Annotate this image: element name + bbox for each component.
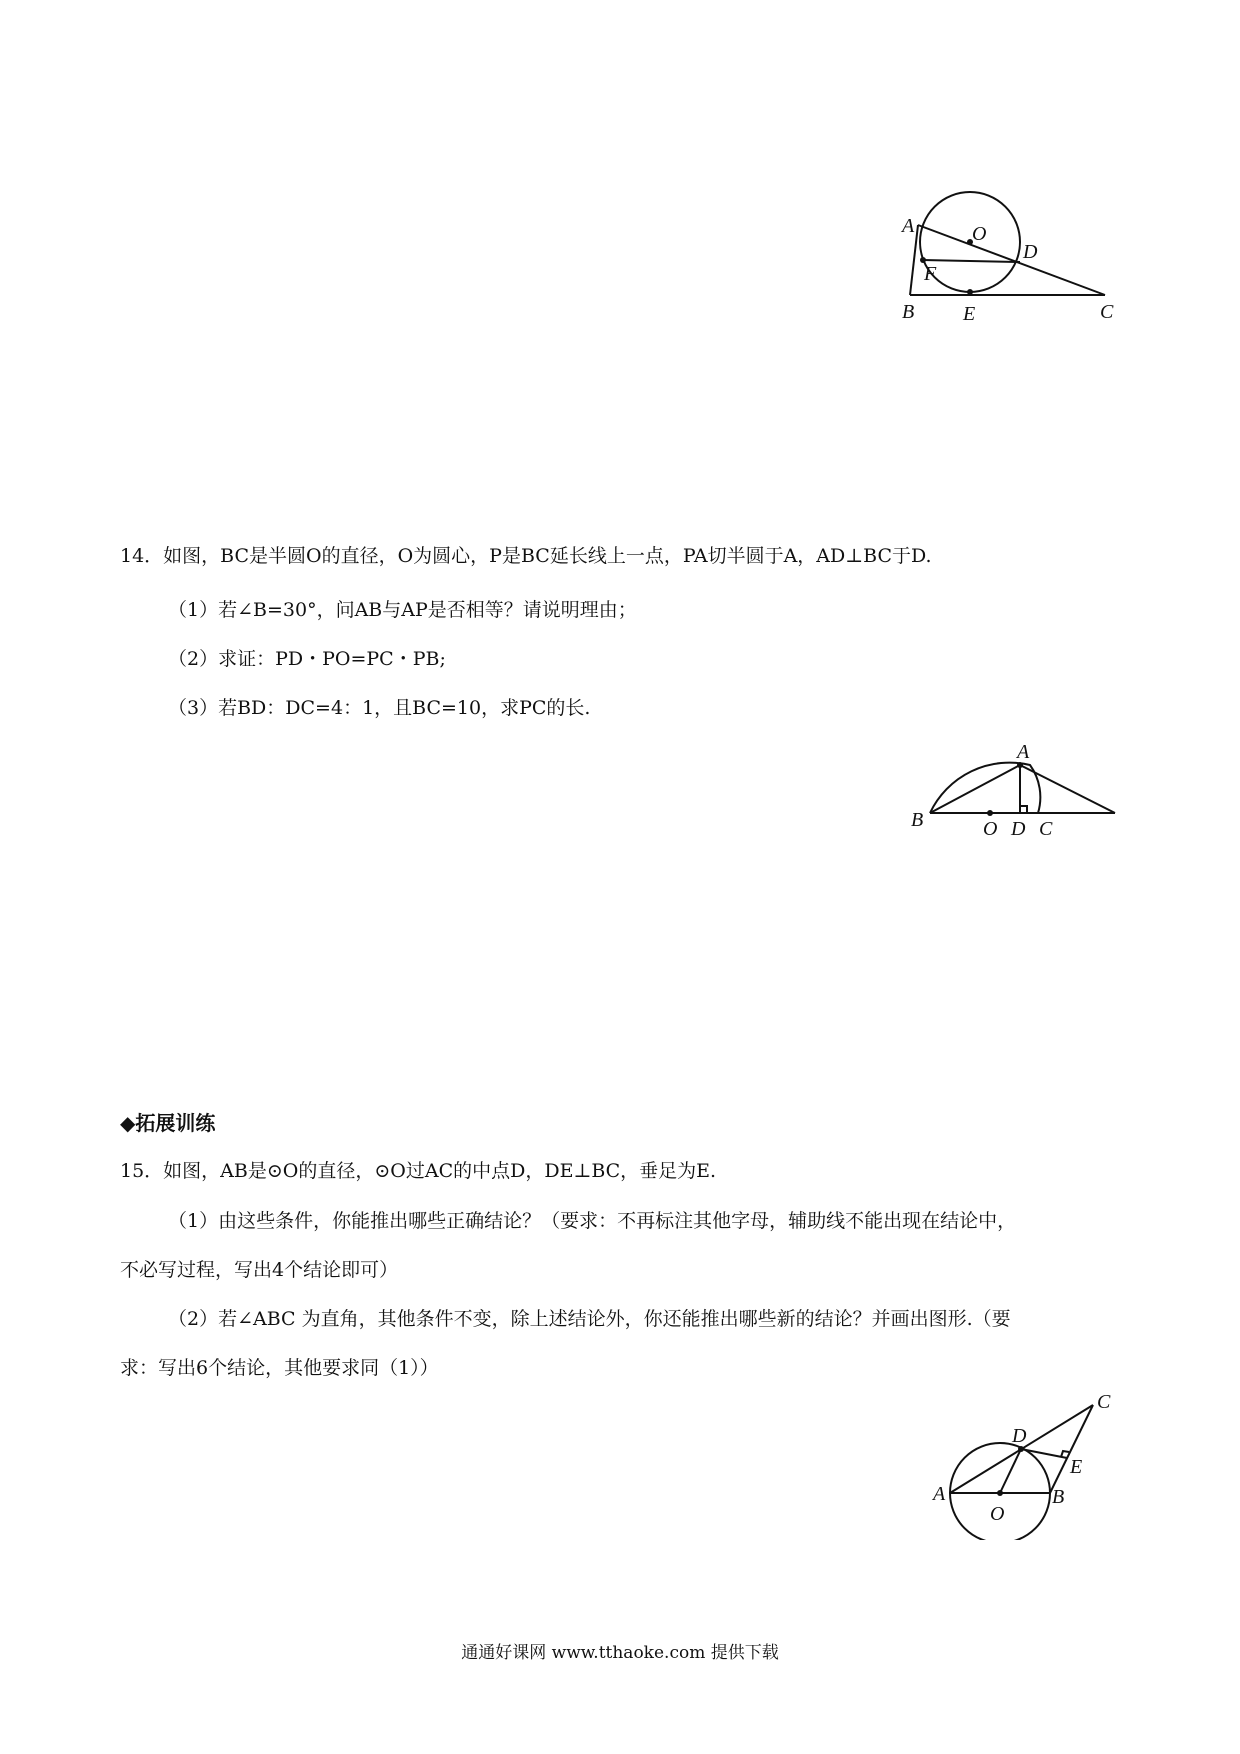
label-d: D (1011, 818, 1026, 840)
q14-part3: （3）若BD：DC=4：1，且BC=10，求PC的长. (168, 697, 591, 719)
q15-part1-line2: 不必写过程，写出4个结论即可） (120, 1259, 399, 1281)
q14-part2: （2）求证：PD・PO=PC・PB; (168, 648, 446, 670)
q14-stem: 14．如图，BC是半圆O的直径，O为圆心，P是BC延长线上一点，PA切半圆于A，AD⊥BC于D. (120, 545, 932, 567)
figure-q13 (880, 180, 1130, 330)
section-title: ◆拓展训练 (120, 1111, 216, 1135)
label-e: E (963, 303, 976, 325)
q14-part1: （1）若∠B=30°，问AB与AP是否相等？请说明理由； (168, 599, 637, 621)
label-b: B (911, 809, 924, 831)
q15-stem: 15．如图，AB是⊙O的直径，⊙O过AC的中点D，DE⊥BC，垂足为E. (120, 1160, 717, 1182)
label-d: D (1023, 241, 1038, 263)
label-b: B (1052, 1486, 1065, 1508)
figure-q14 (905, 740, 1125, 840)
label-c: C (1100, 301, 1114, 323)
label-o: O (972, 223, 987, 245)
label-a: A (933, 1483, 946, 1505)
label-d: D (1012, 1425, 1027, 1447)
label-e: E (1070, 1456, 1083, 1478)
label-b: B (902, 301, 915, 323)
label-o: O (990, 1503, 1005, 1525)
label-a: A (1017, 741, 1030, 763)
footer-text: 通通好课网 www.tthaoke.com 提供下载 (461, 1643, 779, 1663)
label-f: F (924, 263, 937, 285)
q15-part2-line1: （2）若∠ABC 为直角，其他条件不变，除上述结论外，你还能推出哪些新的结论？并画出图形.（要 (168, 1308, 1011, 1330)
label-o: O (983, 818, 998, 840)
figure-q15 (930, 1390, 1130, 1540)
label-c: C (1097, 1391, 1111, 1413)
q15-part1-line1: （1）由这些条件，你能推出哪些正确结论？（要求：不再标注其他字母，辅助线不能出现在结论中， (168, 1210, 1017, 1232)
q15-part2-line2: 求：写出6个结论，其他要求同（1）） (120, 1357, 439, 1379)
label-c: C (1039, 818, 1053, 840)
label-a: A (902, 215, 915, 237)
